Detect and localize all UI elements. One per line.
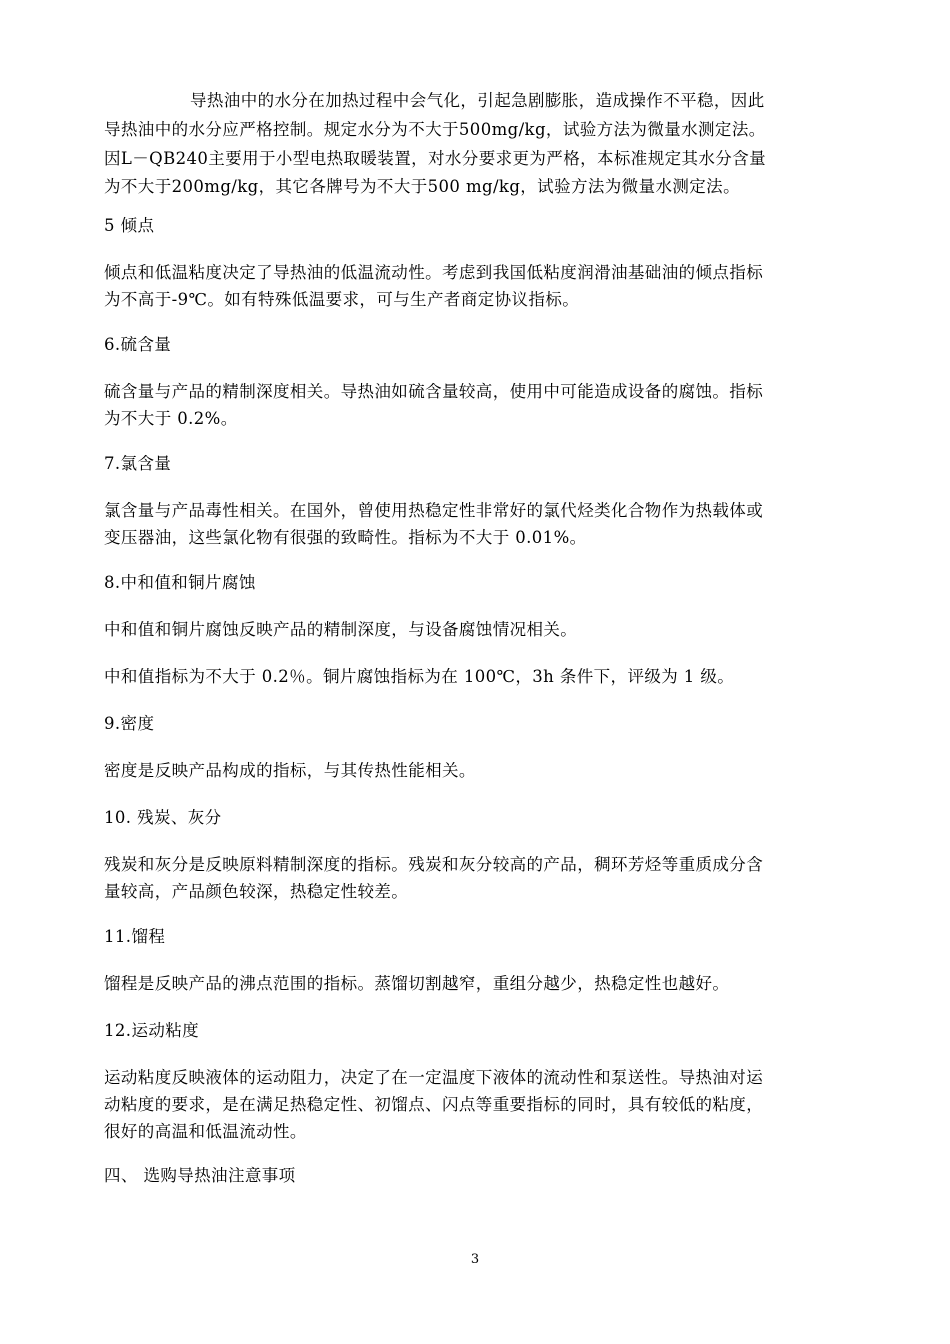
text-line: 馏程是反映产品的沸点范围的指标。蒸馏切割越窄，重组分越少，热稳定性也越好。 — [104, 974, 730, 993]
section-heading: 7.氯含量 — [104, 454, 172, 473]
text-line: 变压器油，这些氯化物有很强的致畸性。指标为不大于 0.01%。 — [104, 528, 587, 547]
section-heading: 11.馏程 — [104, 927, 166, 946]
text-line: 密度是反映产品构成的指标，与其传热性能相关。 — [104, 761, 476, 780]
section-heading: 10. 残炭、灰分 — [104, 808, 222, 827]
text-line: 动粘度的要求，是在满足热稳定性、初馏点、闪点等重要指标的同时，具有较低的粘度， — [104, 1095, 764, 1114]
section-heading: 6.硫含量 — [104, 335, 172, 354]
text-line: 倾点和低温粘度决定了导热油的低温流动性。考虑到我国低粘度润滑油基础油的倾点指标 — [104, 263, 764, 282]
section-heading: 四、 选购导热油注意事项 — [104, 1166, 296, 1185]
text-line: 量较高，产品颜色较深，热稳定性较差。 — [104, 882, 409, 901]
text-line: 硫含量与产品的精制深度相关。导热油如硫含量较高，使用中可能造成设备的腐蚀。指标 — [104, 382, 764, 401]
text-line: 氯含量与产品毒性相关。在国外，曾使用热稳定性非常好的氯代烃类化合物作为热载体或 — [104, 501, 764, 520]
text-line: 运动粘度反映液体的运动阻力，决定了在一定温度下液体的流动性和泵送性。导热油对运 — [104, 1068, 764, 1087]
text-line: 很好的高温和低温流动性。 — [104, 1122, 307, 1141]
text-line: 为不高于-9℃。如有特殊低温要求，可与生产者商定协议指标。 — [104, 290, 580, 309]
section-heading: 5 倾点 — [104, 216, 155, 235]
text-line: 导热油中的水分在加热过程中会气化，引起急剧膨胀，造成操作不平稳，因此 — [190, 91, 765, 110]
section-heading: 9.密度 — [104, 714, 155, 733]
page-number: 3 — [470, 1252, 480, 1267]
section-heading: 8.中和值和铜片腐蚀 — [104, 573, 256, 592]
text-line: 中和值和铜片腐蚀反映产品的精制深度，与设备腐蚀情况相关。 — [104, 620, 578, 639]
text-line: 为不大于 0.2%。 — [104, 409, 238, 428]
text-line: 为不大于200mg/kg，其它各牌号为不大于500 mg/kg，试验方法为微量水测定法。 — [104, 177, 740, 196]
text-line: 导热油中的水分应严格控制。规定水分为不大于500mg/kg，试验方法为微量水测定法。 — [104, 120, 766, 139]
text-line: 残炭和灰分是反映原料精制深度的指标。残炭和灰分较高的产品，稠环芳烃等重质成分含 — [104, 855, 764, 874]
text-line: 因L－QB240主要用于小型电热取暖装置，对水分要求更为严格，本标准规定其水分含量 — [104, 149, 767, 168]
text-line: 中和值指标为不大于 0.2％。铜片腐蚀指标为在 100℃，3h 条件下，评级为 1 级。 — [104, 667, 735, 686]
section-heading: 12.运动粘度 — [104, 1021, 200, 1040]
